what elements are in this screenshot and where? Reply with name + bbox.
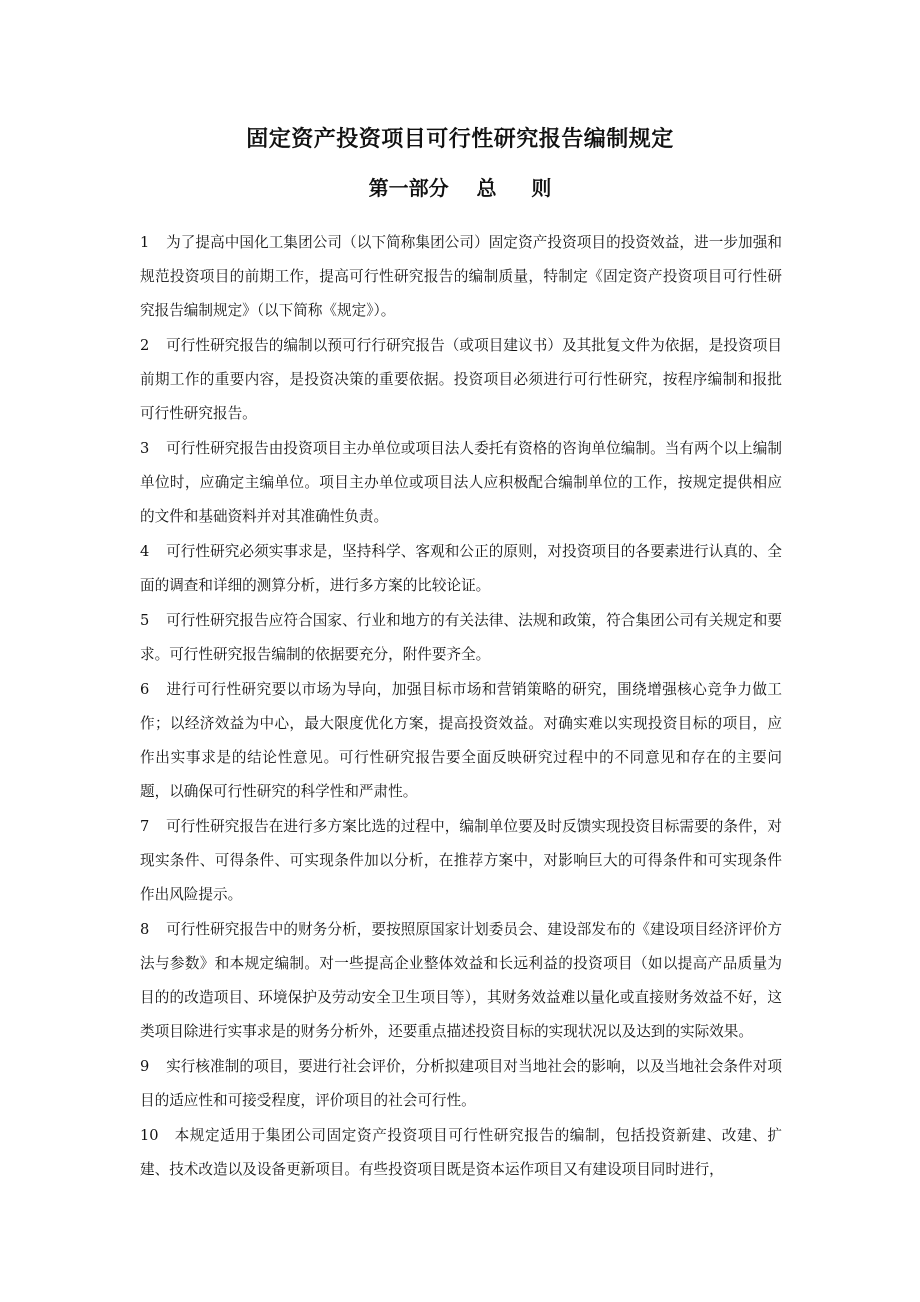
paragraph-number: 10 — [140, 1127, 159, 1144]
paragraph — [140, 329, 782, 431]
paragraph — [140, 673, 782, 809]
paragraph-text: 可行性研究必须实事求是，坚持科学、客观和公正的原则，对投资项目的各要素进行认真的、全面的调查和详细的测算分析，进行多方案的比较论证。 — [140, 543, 782, 594]
paragraph — [140, 913, 782, 1049]
paragraph-text: 实行核准制的项目，要进行社会评价，分析拟建项目对当地社会的影响，以及当地社会条件对项目的适应性和可接受程度，评价项目的社会可行性。 — [140, 1058, 782, 1109]
paragraph-number: 9 — [140, 1058, 150, 1075]
paragraph-number: 7 — [140, 818, 150, 835]
paragraph — [140, 226, 782, 328]
part-heading: 第一部分 总 则 — [368, 176, 552, 200]
paragraph — [140, 432, 782, 534]
paragraph — [140, 1119, 782, 1187]
paragraph-number: 4 — [140, 543, 150, 560]
paragraph — [140, 604, 782, 672]
paragraph-number: 6 — [140, 681, 150, 698]
paragraph — [140, 810, 782, 912]
paragraph-text: 可行性研究报告的编制以预可行行研究报告（或项目建议书）及其批复文件为依据，是投资项目前期工作的重要内容，是投资决策的重要依据。投资项目必须进行可行性研究，按程序编制和报批可行性研究报告。 — [140, 337, 782, 422]
paragraph-number: 5 — [140, 612, 150, 629]
paragraph-number: 1 — [140, 234, 150, 251]
body-text — [140, 226, 782, 1188]
paragraph-text: 可行性研究报告由投资项目主办单位或项目法人委托有资格的咨询单位编制。当有两个以上编制单位时，应确定主编单位。项目主办单位或项目法人应积极配合编制单位的工作，按规定提供相应的文件和基础资料并对其准确性负责。 — [140, 440, 782, 525]
paragraph — [140, 535, 782, 603]
paragraph-number: 3 — [140, 440, 150, 457]
document-title: 固定资产投资项目可行性研究报告编制规定 — [246, 126, 674, 152]
paragraph-text: 可行性研究报告中的财务分析，要按照原国家计划委员会、建设部发布的《建设项目经济评价方法与参数》和本规定编制。对一些提高企业整体效益和长远利益的投资项目（如以提高产品质量为目的的改造项目、环境保护及劳动安全卫生项目等），其财务效益难以量化或直接财务效益不好，这类项目除进行实事求是的财务分析外，还要重点描述投资目标的实现状况以及达到的实际效果。 — [140, 921, 782, 1040]
paragraph-number: 8 — [140, 921, 150, 938]
paragraph-text: 可行性研究报告应符合国家、行业和地方的有关法律、法规和政策，符合集团公司有关规定和要求。可行性研究报告编制的依据要充分，附件要齐全。 — [140, 612, 782, 663]
paragraph-text: 为了提高中国化工集团公司（以下简称集团公司）固定资产投资项目的投资效益，进一步加强和规范投资项目的前期工作，提高可行性研究报告的编制质量，特制定《固定资产投资项目可行性研究报告编制规定》（以下简称《规定》）。 — [140, 234, 782, 319]
paragraph-text: 本规定适用于集团公司固定资产投资项目可行性研究报告的编制，包括投资新建、改建、扩建、技术改造以及设备更新项目。有些投资项目既是资本运作项目又有建设项目同时进行， — [140, 1127, 782, 1178]
paragraph-text: 进行可行性研究要以市场为导向，加强目标市场和营销策略的研究，围绕增强核心竞争力做工作；以经济效益为中心，最大限度优化方案，提高投资效益。对确实难以实现投资目标的项目，应作出实事求是的结论性意见。可行性研究报告要全面反映研究过程中的不同意见和存在的主要问题，以确保可行性研究的科学性和严肃性。 — [140, 681, 782, 800]
paragraph — [140, 1050, 782, 1118]
paragraph-number: 2 — [140, 337, 150, 354]
paragraph-text: 可行性研究报告在进行多方案比选的过程中，编制单位要及时反馈实现投资目标需要的条件，对现实条件、可得条件、可实现条件加以分析，在推荐方案中，对影响巨大的可得条件和可实现条件作出风险提示。 — [140, 818, 782, 903]
